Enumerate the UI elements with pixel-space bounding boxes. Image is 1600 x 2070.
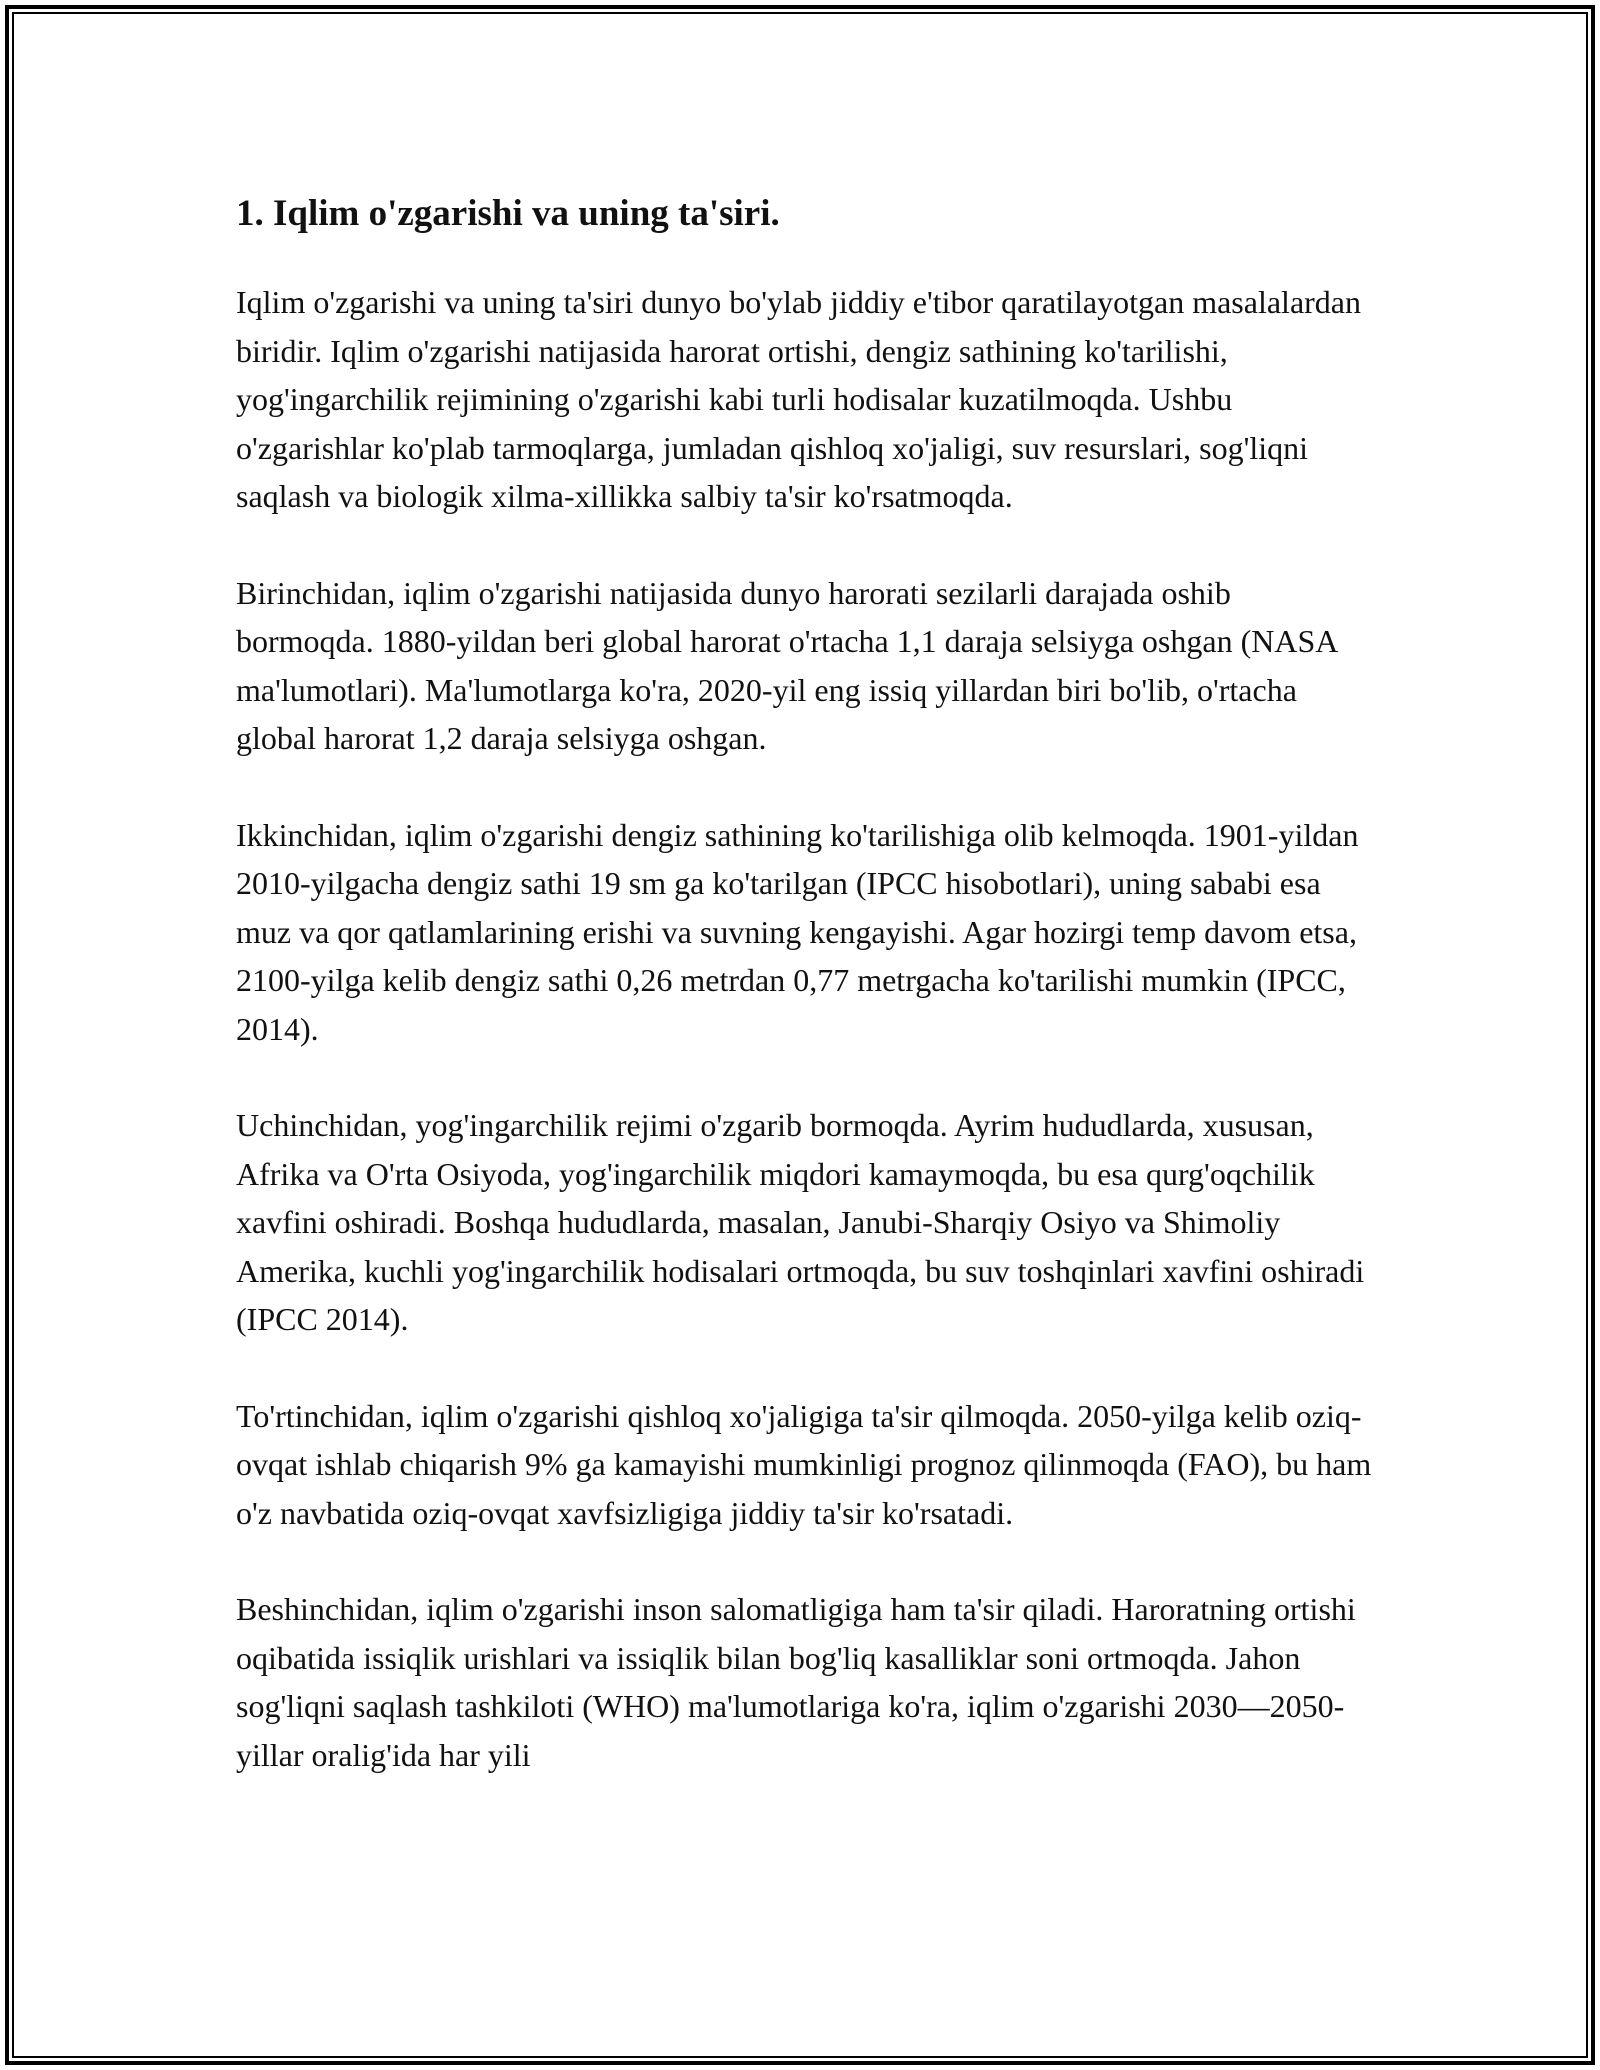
paragraph-second: Ikkinchidan, iqlim o'zgarishi dengiz sathining ko'tarilishiga olib kelmoqda. 1901-yildan 2010-yilgacha dengiz sathi 19 sm ga ko'tarilgan (IPCC hisobotlari), uning sababi esa muz va qor qatlamlarining erishi va suvning kengayishi. Agar hozirgi temp davom etsa, 2100-yilga kelib dengiz sathi 0,26 metrdan 0,77 metrgacha ko'tarilishi mumkin (IPCC, 2014).: [236, 816, 1359, 1047]
section-title: 1. Iqlim o'zgarishi va uning ta'siri.: [236, 193, 780, 234]
paragraph-fifth: Beshinchidan, iqlim o'zgarishi inson salomatligiga ham ta'sir qiladi. Haroratning ortishi oqibatida issiqlik urishlari va issiqlik bilan bog'liq kasalliklar soni ortmoqda. Jahon sog'liqni saqlash tashkiloti (WHO) ma'lumotlariga ko'ra, iqlim o'zgarishi 2030—2050-yillar oralig'ida har yili: [236, 1591, 1356, 1773]
paragraph-third: Uchinchidan, yog'ingarchilik rejimi o'zgarib bormoqda. Ayrim hududlarda, xususan, Afrika va O'rta Osiyoda, yog'ingarchilik miqdori kamaymoqda, bu esa qurg'oqchilik xavfini oshiradi. Boshqa hududlarda, masalan, Janubi-Sharqiy Osiyo va Shimoliy Amerika, kuchli yog'ingarchilik hodisalari ortmoqda, bu suv toshqinlari xavfini oshiradi (IPCC 2014).: [236, 1107, 1365, 1337]
paragraph-intro: Iqlim o'zgarishi va uning ta'siri dunyo bo'ylab jiddiy e'tibor qaratilayotgan masalalardan biridir. Iqlim o'zgarishi natijasida harorat ortishi, dengiz sathining ko'tarilishi, yog'ingarchilik rejimining o'zgarishi kabi turli hodisalar kuzatilmoqda. Ushbu o'zgarishlar ko'plab tarmoqlarga, jumladan qishloq xo'jaligi, suv resurslari, sog'liqni saqlash va biologik xilma-xillikka salbiy ta'sir ko'rsatmoqda.: [236, 284, 1361, 514]
paragraph-fourth: To'rtinchidan, iqlim o'zgarishi qishloq xo'jaligiga ta'sir qilmoqda. 2050-yilga kelib oziq-ovqat ishlab chiqarish 9% ga kamayishi mumkinligi prognoz qilinmoqda (FAO), bu ham o'z navbatida oziq-ovqat xavfsizligiga jiddiy ta'sir ko'rsatadi.: [236, 1397, 1372, 1531]
document-body: [236, 186, 1376, 1827]
paragraph-first: Birinchidan, iqlim o'zgarishi natijasida dunyo harorati sezilarli darajada oshib bormoqda. 1880-yildan beri global harorat o'rtacha 1,1 daraja selsiyga oshgan (NASA ma'lumotlari). Ma'lumotlarga ko'ra, 2020-yil eng issiq yillardan biri bo'lib, o'rtacha global harorat 1,2 daraja selsiyga oshgan.: [236, 574, 1337, 756]
